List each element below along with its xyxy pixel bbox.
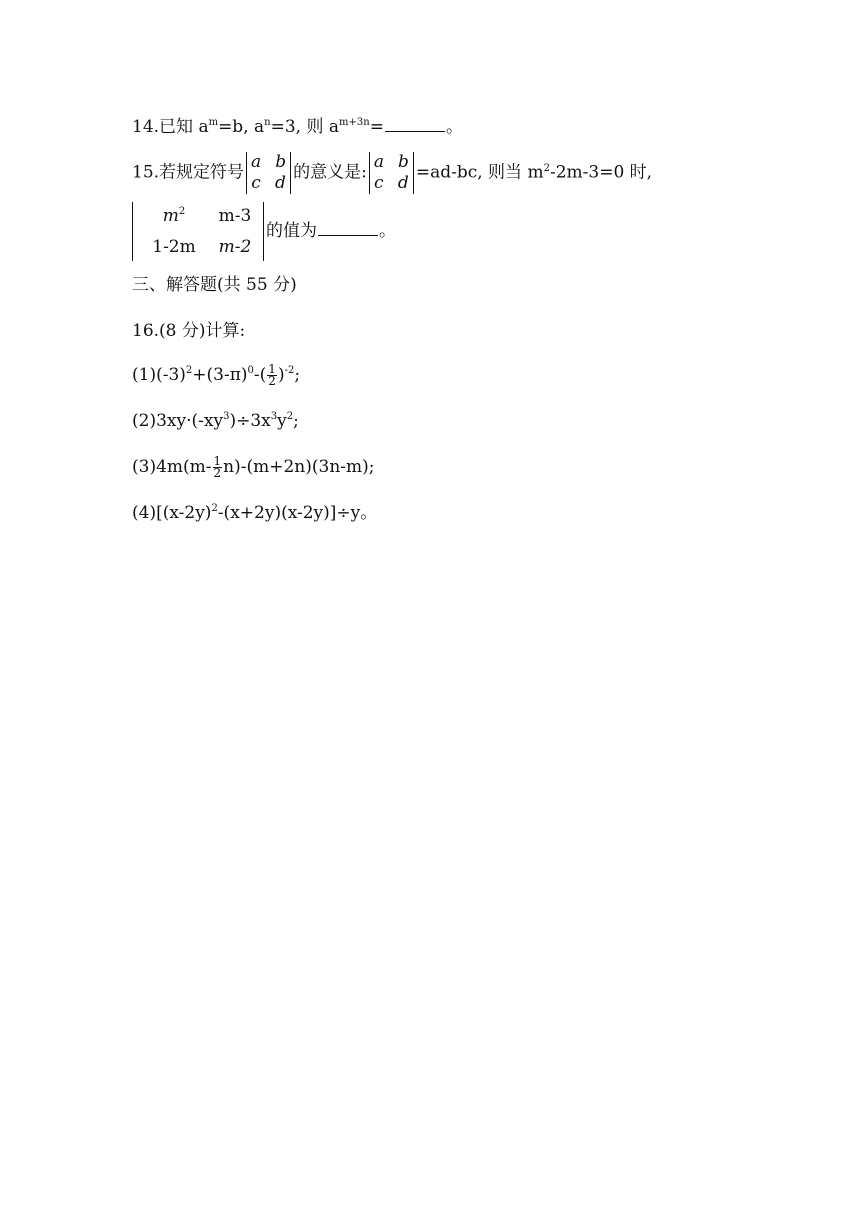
p4-a: (4)[(x-2y) <box>132 503 212 523</box>
answer-blank <box>385 117 445 132</box>
question-16-title: 16.(8 分)计算: <box>132 321 246 341</box>
q15-value-text: 的值为 <box>266 221 317 241</box>
p1-e: ; <box>294 365 301 385</box>
frac-den: 2 <box>213 466 222 480</box>
q15-sup2: 2 <box>543 162 550 174</box>
q16-part-4 <box>132 502 377 527</box>
section-heading: 三、解答题(共 55 分) <box>132 275 297 295</box>
q14-end: 。 <box>445 117 463 137</box>
q14-sup-n: n <box>264 117 271 128</box>
q15-cond: -2m-3=0 时, <box>549 162 653 183</box>
p3-a: (3)4m(m- <box>132 457 212 477</box>
p1-b: +(3-π) <box>192 365 248 385</box>
q14-mid2: =3, 则 a <box>270 117 340 137</box>
q15-end: 。 <box>379 221 396 241</box>
p2-sup2: 3 <box>270 411 278 422</box>
fraction-half <box>213 456 223 479</box>
q16-part-3 <box>132 456 375 479</box>
q16-part-1 <box>132 364 300 389</box>
p1-sup2: 0 <box>247 365 254 376</box>
det-def-b: b <box>397 152 409 172</box>
cell-m2-base: m <box>162 206 179 226</box>
det-def-d: d <box>397 173 409 193</box>
p1-d: ) <box>277 365 285 385</box>
q15-mid: 的意义是: <box>293 162 367 183</box>
det-def-c: c <box>374 173 384 193</box>
p2-a: (2)3xy·(-xy <box>132 411 224 431</box>
answer-blank <box>318 221 378 236</box>
cell-m2-sup: 2 <box>178 206 186 217</box>
q15-formula: =ad-bc, 则当 m <box>415 162 544 183</box>
det-def-a: a <box>373 152 384 172</box>
p2-sup3: 2 <box>286 411 294 422</box>
det-d: d <box>275 173 286 193</box>
q14-sup-m3n: m+3n <box>339 117 370 128</box>
p1-sup1: 2 <box>185 365 193 376</box>
frac-den: 2 <box>268 374 276 388</box>
p1-sup3: -2 <box>284 365 295 376</box>
question-14 <box>132 116 463 141</box>
cell-d: m-2 <box>218 237 252 257</box>
p1-a: (1)(-3) <box>132 365 186 385</box>
p2-sup1: 3 <box>223 411 230 422</box>
determinant-symbol <box>246 152 291 194</box>
p4-sup1: 2 <box>211 503 218 514</box>
p3-b: n)-(m+2n)(3n-m); <box>223 457 375 477</box>
q14-eq: = <box>369 117 384 137</box>
cell-c: 1-2m <box>152 237 196 257</box>
q16-part-2 <box>132 410 299 435</box>
p4-b: -(x+2y)(x-2y)]÷y。 <box>217 503 378 523</box>
det-c: c <box>251 173 261 193</box>
question-15-determinant <box>132 202 396 261</box>
frac-num: 1 <box>268 362 276 376</box>
fraction-half <box>267 364 277 387</box>
cell-b: m-3 <box>218 206 252 226</box>
det-a: a <box>251 152 262 172</box>
p2-c: y <box>277 411 287 431</box>
q14-prefix: 14.已知 a <box>132 117 209 137</box>
q14-mid1: =b, a <box>218 117 265 137</box>
question-15 <box>132 152 652 194</box>
determinant-expression <box>132 202 264 261</box>
frac-num: 1 <box>213 454 222 468</box>
det-b: b <box>275 152 287 172</box>
q15-prefix: 15.若规定符号 <box>132 162 245 183</box>
determinant-definition <box>369 152 414 194</box>
p1-c: -( <box>253 365 267 385</box>
p2-b: )÷3x <box>229 411 271 431</box>
p2-d: ; <box>293 411 299 431</box>
q14-sup-m: m <box>208 117 219 128</box>
